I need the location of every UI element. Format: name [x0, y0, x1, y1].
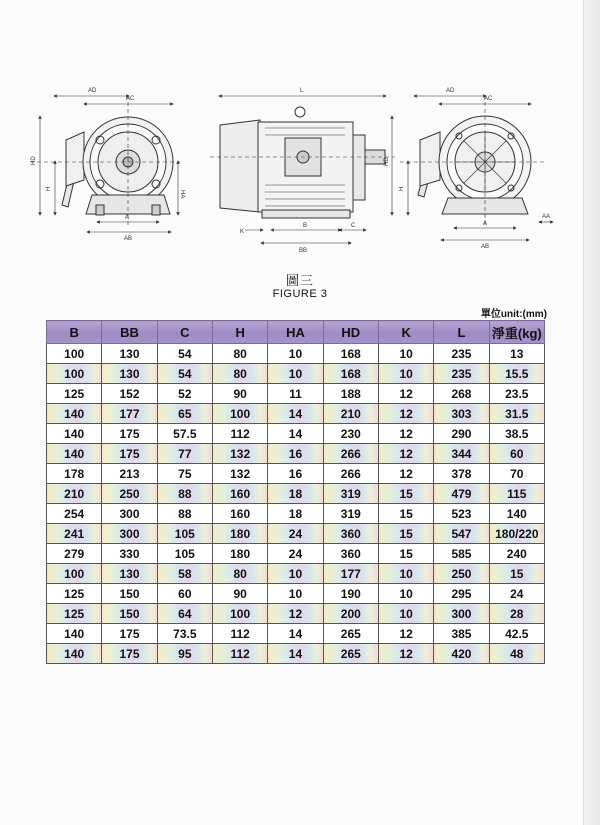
table-cell: 360	[323, 544, 378, 564]
table-cell: 175	[102, 624, 157, 644]
table-cell: 12	[378, 384, 433, 404]
table-cell: 279	[47, 544, 102, 564]
table-cell: 168	[323, 364, 378, 384]
table-cell: 175	[102, 444, 157, 464]
table-cell: 10	[378, 584, 433, 604]
table-cell: 11	[268, 384, 323, 404]
table-cell: 80	[212, 344, 267, 364]
table-cell: 15	[378, 484, 433, 504]
svg-text:A: A	[483, 221, 488, 227]
table-cell: 266	[323, 464, 378, 484]
table-cell: 240	[489, 544, 544, 564]
col-header-c: C	[157, 321, 212, 344]
svg-text:B: B	[303, 223, 308, 229]
dimension-table	[46, 320, 545, 664]
svg-text:BB: BB	[299, 248, 308, 254]
table-cell: 300	[102, 524, 157, 544]
table-cell: 57.5	[157, 424, 212, 444]
table-cell: 140	[47, 624, 102, 644]
table-cell: 266	[323, 444, 378, 464]
motor-drawings	[0, 0, 600, 260]
table-cell: 140	[489, 504, 544, 524]
table-cell: 319	[323, 504, 378, 524]
svg-text:AD: AD	[88, 88, 97, 94]
table-cell: 180	[212, 524, 267, 544]
table-cell: 268	[434, 384, 489, 404]
col-header-b: B	[47, 321, 102, 344]
table-cell: 112	[212, 624, 267, 644]
table-row	[47, 644, 545, 664]
svg-text:K: K	[240, 229, 245, 235]
table-cell: 95	[157, 644, 212, 664]
table-cell: 18	[268, 504, 323, 524]
table-cell: 10	[268, 344, 323, 364]
table-cell: 88	[157, 504, 212, 524]
table-cell: 140	[47, 404, 102, 424]
table-cell: 160	[212, 504, 267, 524]
table-cell: 80	[212, 564, 267, 584]
table-cell: 23.5	[489, 384, 544, 404]
table-cell: 125	[47, 384, 102, 404]
table-cell: 65	[157, 404, 212, 424]
table-cell: 303	[434, 404, 489, 424]
svg-text:AC: AC	[484, 96, 493, 102]
table-cell: 14	[268, 624, 323, 644]
table-cell: 77	[157, 444, 212, 464]
table-cell: 73.5	[157, 624, 212, 644]
table-cell: 88	[157, 484, 212, 504]
table-cell: 180	[212, 544, 267, 564]
table-cell: 140	[47, 424, 102, 444]
table-cell: 10	[268, 584, 323, 604]
table-cell: 290	[434, 424, 489, 444]
table-cell: 300	[102, 504, 157, 524]
table-cell: 24	[268, 544, 323, 564]
col-header-ha: HA	[268, 321, 323, 344]
unit-note: 單位unit:(mm)	[480, 309, 547, 320]
table-row	[47, 404, 545, 424]
table-cell: 24	[268, 524, 323, 544]
table-cell: 360	[323, 524, 378, 544]
table-cell: 547	[434, 524, 489, 544]
svg-text:HD: HD	[31, 156, 37, 165]
svg-text:HA: HA	[179, 190, 185, 199]
table-cell: 90	[212, 584, 267, 604]
table-cell: 12	[378, 464, 433, 484]
table-cell: 13	[489, 344, 544, 364]
table-cell: 177	[102, 404, 157, 424]
table-row	[47, 584, 545, 604]
table-cell: 385	[434, 624, 489, 644]
table-cell: 18	[268, 484, 323, 504]
table-cell: 132	[212, 444, 267, 464]
table-row	[47, 504, 545, 524]
table-row	[47, 444, 545, 464]
figure-caption-en: FIGURE 3	[272, 288, 328, 300]
table-cell: 105	[157, 544, 212, 564]
table-cell: 330	[102, 544, 157, 564]
table-row	[47, 424, 545, 444]
table-cell: 42.5	[489, 624, 544, 644]
table-cell: 100	[47, 344, 102, 364]
table-cell: 28	[489, 604, 544, 624]
table-cell: 38.5	[489, 424, 544, 444]
table-row	[47, 384, 545, 404]
front-view-drawing	[30, 95, 180, 225]
svg-text:AB: AB	[481, 244, 490, 250]
svg-text:H: H	[46, 186, 52, 191]
table-cell: 12	[378, 424, 433, 444]
figure-caption-cn: 圖三	[285, 273, 314, 288]
table-row	[47, 604, 545, 624]
table-cell: 213	[102, 464, 157, 484]
table-cell: 75	[157, 464, 212, 484]
table-cell: 24	[489, 584, 544, 604]
table-cell: 60	[157, 584, 212, 604]
table-cell: 378	[434, 464, 489, 484]
table-row	[47, 524, 545, 544]
table-cell: 300	[434, 604, 489, 624]
table-cell: 10	[268, 364, 323, 384]
col-header-l: L	[434, 321, 489, 344]
svg-text:AA: AA	[542, 214, 551, 220]
table-cell: 250	[434, 564, 489, 584]
table-cell: 100	[47, 564, 102, 584]
table-cell: 295	[434, 584, 489, 604]
svg-text:AB: AB	[124, 236, 133, 242]
table-cell: 150	[102, 584, 157, 604]
table-cell: 112	[212, 644, 267, 664]
table-cell: 15.5	[489, 364, 544, 384]
table-cell: 14	[268, 404, 323, 424]
table-cell: 175	[102, 424, 157, 444]
table-cell: 130	[102, 364, 157, 384]
table-cell: 523	[434, 504, 489, 524]
table-cell: 188	[323, 384, 378, 404]
table-cell: 12	[378, 624, 433, 644]
table-cell: 14	[268, 644, 323, 664]
table-cell: 12	[378, 404, 433, 424]
table-row	[47, 624, 545, 644]
table-cell: 100	[47, 364, 102, 384]
table-cell: 479	[434, 484, 489, 504]
table-cell: 241	[47, 524, 102, 544]
svg-text:A: A	[125, 215, 130, 221]
table-cell: 10	[378, 344, 433, 364]
table-cell: 15	[489, 564, 544, 584]
table-cell: 16	[268, 444, 323, 464]
table-cell: 80	[212, 364, 267, 384]
table-cell: 115	[489, 484, 544, 504]
table-row	[47, 344, 545, 364]
col-header-hd: HD	[323, 321, 378, 344]
table-cell: 420	[434, 644, 489, 664]
table-cell: 265	[323, 624, 378, 644]
table-cell: 31.5	[489, 404, 544, 424]
table-cell: 250	[102, 484, 157, 504]
table-cell: 235	[434, 344, 489, 364]
table-cell: 12	[378, 444, 433, 464]
svg-text:H: H	[399, 186, 405, 191]
table-cell: 16	[268, 464, 323, 484]
table-row	[47, 484, 545, 504]
table-cell: 210	[323, 404, 378, 424]
table-cell: 168	[323, 344, 378, 364]
table-cell: 254	[47, 504, 102, 524]
table-cell: 70	[489, 464, 544, 484]
table-cell: 12	[268, 604, 323, 624]
table-row	[47, 364, 545, 384]
flange-view-drawing	[400, 95, 545, 225]
svg-text:AD: AD	[446, 88, 455, 94]
table-cell: 10	[268, 564, 323, 584]
col-header-weight: 淨重(kg)	[489, 321, 544, 344]
table-cell: 10	[378, 364, 433, 384]
table-cell: 344	[434, 444, 489, 464]
table-cell: 125	[47, 604, 102, 624]
table-cell: 54	[157, 364, 212, 384]
table-cell: 175	[102, 644, 157, 664]
table-cell: 130	[102, 564, 157, 584]
table-cell: 177	[323, 564, 378, 584]
svg-text:AC: AC	[126, 96, 135, 102]
table-header-row	[47, 321, 545, 344]
table-cell: 100	[212, 604, 267, 624]
table-cell: 152	[102, 384, 157, 404]
table-cell: 130	[102, 344, 157, 364]
table-body	[47, 344, 545, 664]
table-cell: 150	[102, 604, 157, 624]
svg-text:HD: HD	[384, 157, 390, 166]
table-cell: 180/220	[489, 524, 544, 544]
table-cell: 140	[47, 444, 102, 464]
table-cell: 10	[378, 564, 433, 584]
table-row	[47, 544, 545, 564]
table-cell: 132	[212, 464, 267, 484]
table-cell: 585	[434, 544, 489, 564]
table-cell: 14	[268, 424, 323, 444]
table-cell: 52	[157, 384, 212, 404]
table-row	[47, 564, 545, 584]
table-cell: 15	[378, 524, 433, 544]
col-header-k: K	[378, 321, 433, 344]
table-cell: 15	[378, 544, 433, 564]
table-cell: 210	[47, 484, 102, 504]
table-cell: 58	[157, 564, 212, 584]
table-cell: 10	[378, 604, 433, 624]
table-cell: 100	[212, 404, 267, 424]
table-cell: 178	[47, 464, 102, 484]
table-cell: 15	[378, 504, 433, 524]
col-header-bb: BB	[102, 321, 157, 344]
table-cell: 112	[212, 424, 267, 444]
side-view-drawing	[210, 107, 395, 218]
table-cell: 105	[157, 524, 212, 544]
table-cell: 140	[47, 644, 102, 664]
svg-text:L: L	[300, 88, 304, 94]
table-cell: 200	[323, 604, 378, 624]
table-cell: 230	[323, 424, 378, 444]
table-cell: 12	[378, 644, 433, 664]
table-cell: 319	[323, 484, 378, 504]
table-cell: 190	[323, 584, 378, 604]
col-header-h: H	[212, 321, 267, 344]
svg-text:C: C	[351, 223, 356, 229]
table-cell: 90	[212, 384, 267, 404]
table-cell: 160	[212, 484, 267, 504]
table-cell: 265	[323, 644, 378, 664]
table-row	[47, 464, 545, 484]
table-cell: 60	[489, 444, 544, 464]
table-cell: 235	[434, 364, 489, 384]
table-cell: 54	[157, 344, 212, 364]
table-cell: 125	[47, 584, 102, 604]
table-cell: 64	[157, 604, 212, 624]
table-cell: 48	[489, 644, 544, 664]
